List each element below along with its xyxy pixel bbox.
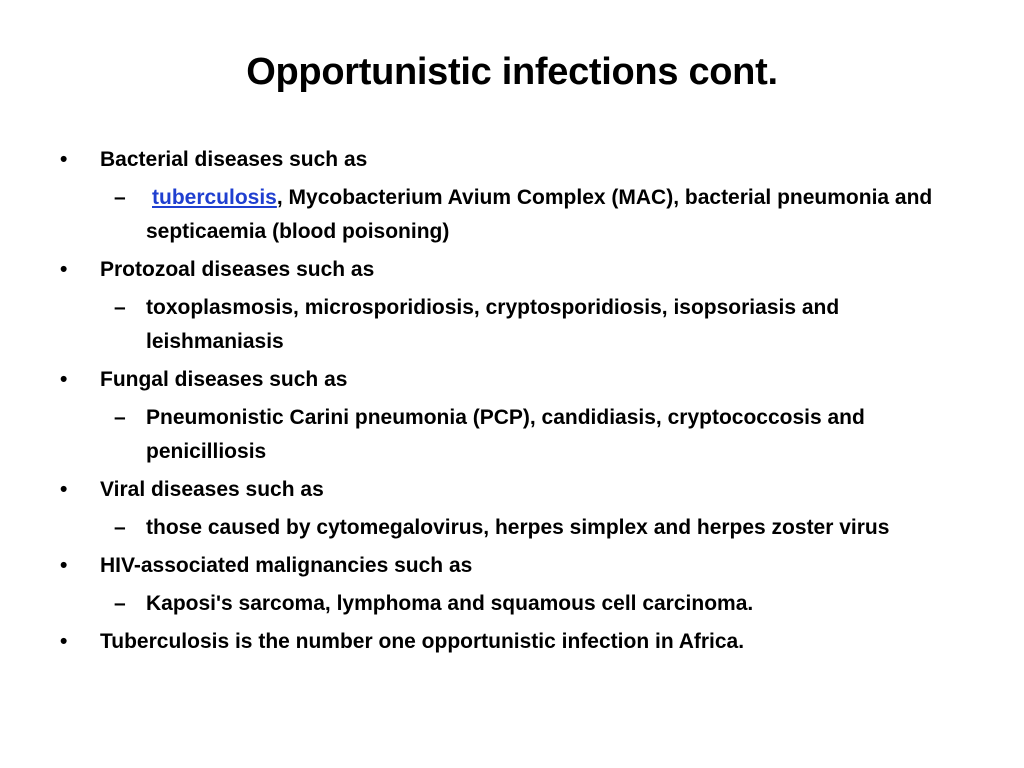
bullet-icon: • [60,554,68,577]
bullet-icon: • [60,630,68,653]
sub-item-text: toxoplasmosis, microsporidiosis, cryptosporidiosis, isopsoriasis and leishmaniasis [146,296,840,353]
bullet-text: Fungal diseases such as [100,368,348,391]
sub-item-text: Kaposi's sarcoma, lymphoma and squamous cell carcinoma. [146,592,754,615]
bullet-item-bacterial [60,143,980,177]
bullet-icon: • [60,368,68,391]
bullet-item-malignancies [60,549,980,583]
dash-icon: – [114,516,126,539]
sub-item-text: those caused by cytomegalovirus, herpes simplex and herpes zoster virus [146,516,890,539]
bullet-list [60,143,980,663]
sub-item-malignancies [60,587,980,621]
dash-icon: – [114,296,126,319]
bullet-text: HIV-associated malignancies such as [100,554,473,577]
dash-icon: – [114,406,126,429]
sub-item-bacterial [60,181,980,249]
slide-title: Opportunistic infections cont. [246,51,778,93]
sub-item-protozoal [60,291,980,359]
sub-item-fungal [60,401,980,469]
bullet-item-fungal [60,363,980,397]
sub-item-viral [60,511,980,545]
bullet-icon: • [60,148,68,171]
bullet-text: Bacterial diseases such as [100,148,368,171]
dash-icon: – [114,186,126,209]
bullet-text: Protozoal diseases such as [100,258,375,281]
bullet-item-tuberculosis-africa [60,625,980,659]
bullet-text: Viral diseases such as [100,478,324,501]
sub-item-text: Pneumonistic Carini pneumonia (PCP), candidiasis, cryptococcosis and penicilliosis [146,406,865,463]
bullet-item-protozoal [60,253,980,287]
bullet-icon: • [60,258,68,281]
tuberculosis-link[interactable]: tuberculosis [152,186,277,209]
bullet-item-viral [60,473,980,507]
bullet-icon: • [60,478,68,501]
dash-icon: – [114,592,126,615]
bullet-text: Tuberculosis is the number one opportunistic infection in Africa. [100,630,745,653]
sub-item-text: , Mycobacterium Avium Complex (MAC), bacterial pneumonia and septicaemia (blood poisoning) [146,186,933,243]
